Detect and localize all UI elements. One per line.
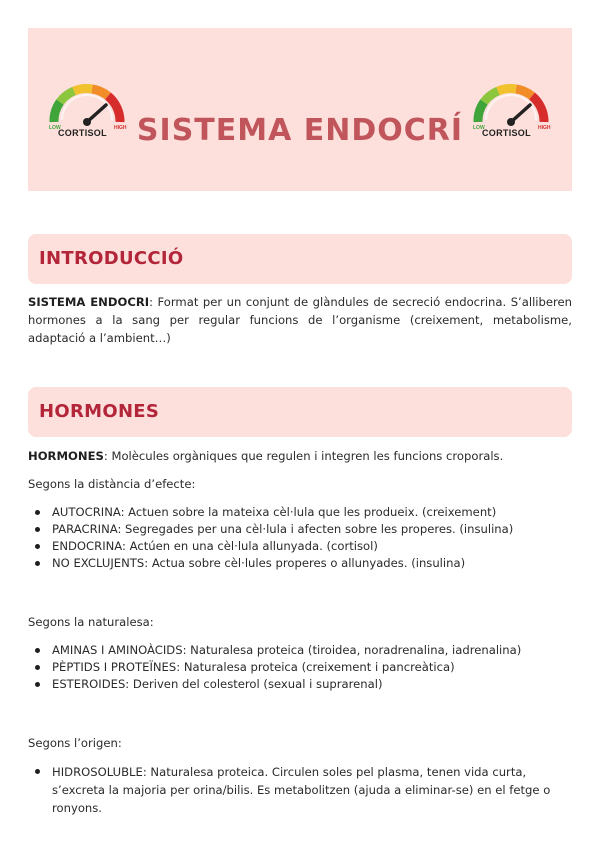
by-nature-list xyxy=(28,642,572,693)
list-item: PARACRINA: Segregades per una cèl·lula i afecten sobre les properes. (insulina) xyxy=(28,521,572,538)
intro-text: : Format per un conjunt de glàndules de secreció endocrina. S’alliberen hormones a la sang per regular funcions de l’organisme (creixement, metabolisme, adaptació a l’ambient…) xyxy=(28,295,572,345)
hormones-definition xyxy=(28,447,572,465)
gauge-low-label: LOW xyxy=(49,125,61,131)
hormones-term: HORMONES xyxy=(28,449,104,463)
list-item: AMINAS I AMINOÀCIDS: Naturalesa proteica (tiroidea, noradrenalina, iadrenalina) xyxy=(28,642,572,659)
intro-term: SISTEMA ENDOCRI xyxy=(28,295,150,309)
by-origin-list xyxy=(28,763,572,817)
list-item: PÈPTIDS I PROTEÏNES: Naturalesa proteica (creixement i pancreàtica) xyxy=(28,659,572,676)
list-item: ESTEROIDES: Deriven del colesterol (sexual i suprarenal) xyxy=(28,676,572,693)
cortisol-gauge-icon xyxy=(46,80,128,144)
by-distance-list xyxy=(28,504,572,572)
gauge-label: CORTISOL xyxy=(58,128,107,138)
list-item: AUTOCRINA: Actuen sobre la mateixa cèl·lula que les produeix. (creixement) xyxy=(28,504,572,521)
hormones-heading: HORMONES xyxy=(39,401,160,422)
intro-paragraph xyxy=(28,293,572,347)
cortisol-gauge-icon xyxy=(470,80,552,144)
by-origin-label: Segons l’origen: xyxy=(28,736,122,750)
gauge-low-label: LOW xyxy=(473,125,485,131)
gauge-label: CORTISOL xyxy=(482,128,531,138)
intro-section-header xyxy=(28,234,572,284)
list-item: HIDROSOLUBLE: Naturalesa proteica. Circulen soles pel plasma, tenen vida curta, s’excreta la majoria per orina/bilis. Es metabolitzen (ajuda a eliminar-se) en el fetge o ronyons. xyxy=(28,763,572,817)
gauge-high-label: HIGH xyxy=(538,125,551,131)
list-item: NO EXCLUJENTS: Actua sobre cèl·lules properes o allunyades. (insulina) xyxy=(28,555,572,572)
gauge-high-label: HIGH xyxy=(114,125,127,131)
by-nature-label: Segons la naturalesa: xyxy=(28,615,154,629)
hormones-text: : Molècules orgàniques que regulen i integren les funcions croporals. xyxy=(103,449,504,463)
intro-heading: INTRODUCCIÓ xyxy=(39,248,184,269)
by-distance-label: Segons la distància d’efecte: xyxy=(28,477,196,491)
page-title: SISTEMA ENDOCRÍ xyxy=(136,113,464,148)
hormones-section-header xyxy=(28,387,572,437)
list-item: ENDOCRINA: Actúen en una cèl·lula allunyada. (cortisol) xyxy=(28,538,572,555)
